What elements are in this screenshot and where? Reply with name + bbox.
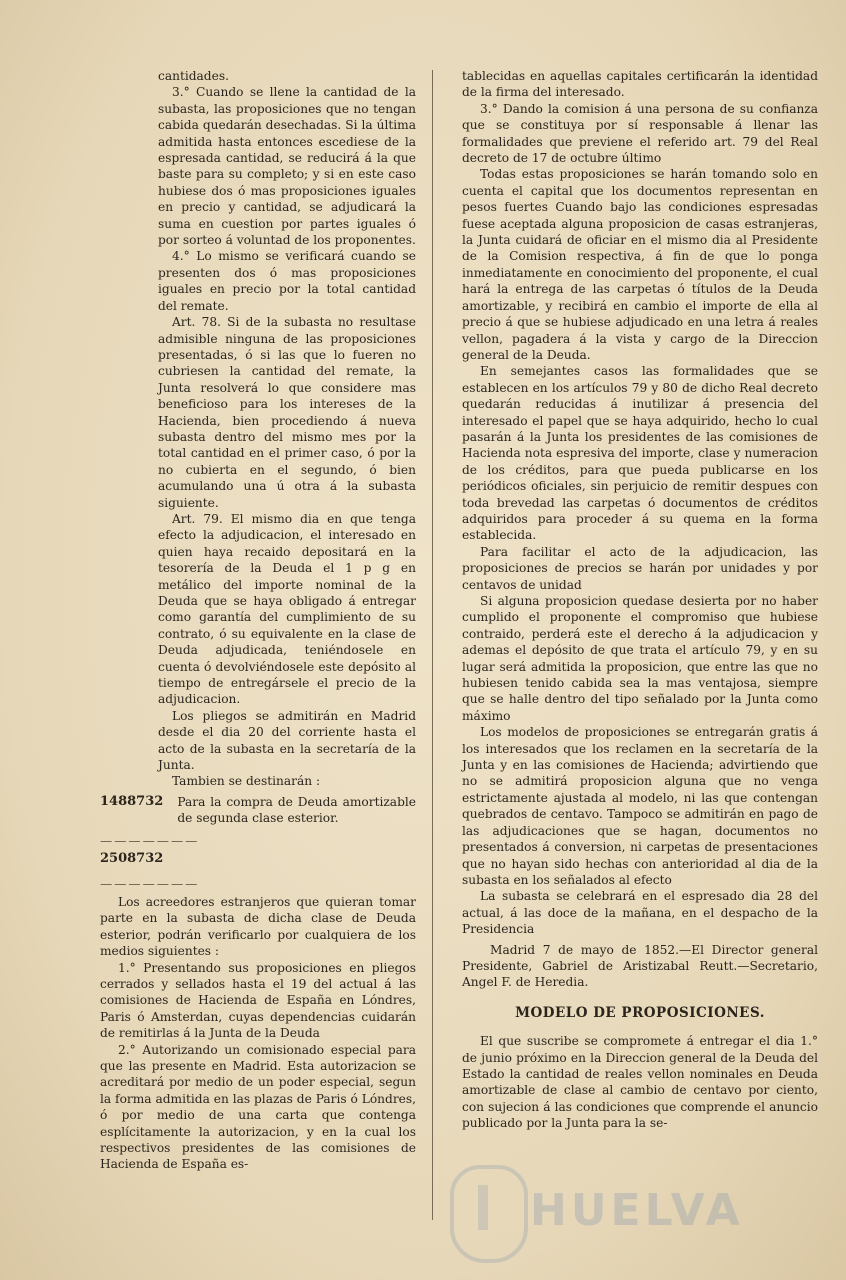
amount-value: 1488732 [100,793,164,809]
left-paragraph: 1.° Presentando sus proposiciones en pliegos cerrados y sellados hasta el 19 del actual á las comisiones de Hacienda de España en Lóndres, Paris ó Amsterdan, cuyas dependencias cuidarán de remitirlas á la Junta de la Deuda [100,960,416,1041]
watermark: HUELVA [530,1185,744,1236]
left-upper-block [100,68,416,790]
left-paragraph: Los pliegos se admitirán en Madrid desde el dia 20 del corriente hasta el acto de la subasta en la secretaría de la Junta. [158,708,416,773]
amount-label: Para la compra de Deuda amortizable de segunda clase esterior. [177,794,416,826]
column-rule [432,70,433,1220]
right-paragraph: Para facilitar el acto de la adjudicacion, las proposiciones de precios se harán por unidades y por centavos de unidad [462,544,818,592]
article-79: Art. 79. El mismo dia en que tenga efecto la adjudicacion, el interesado en quien haya recaido depositará en la tesorería de la Deuda el 1 p g en metálico del importe nominal de la Deuda que se haya obligado á entregar como garantía del cumplimiento de su contrato, ó su equivalente en la clase de Deuda adjudicada, teniéndosele en cuenta ó devolviéndosele este depósito al tiempo de entregársele el precio de la adjudicacion. [158,511,416,707]
left-paragraph: cantidades. [158,69,229,83]
left-paragraph: Tambien se destinarán : [172,774,321,789]
divider: ——————— [100,876,200,891]
right-paragraph: 3.° Dando la comision á una persona de su confianza que se constituya por sí responsable á llenar las formalidades que previene el referido art. 79 del Real decreto de 17 de octubre último [462,101,818,166]
signature-line: Madrid 7 de mayo de 1852.—El Director general Presidente, Gabriel de Aristizabal Reutt.—Secretario, Angel F. de Heredia. [462,942,818,990]
right-column [462,68,818,1132]
left-paragraph: 2.° Autorizando un comisionado especial para que las presente en Madrid. Esta autorizacion se acreditará por medio de un poder especial, segun la forma admitida en las plazas de Paris ó Lóndres, ó por medio de una carta que contenga esplícitamente la autorizacion, y en la cual los respectivos presidentes de las comisiones de Hacienda de España es- [100,1042,416,1172]
left-paragraph: 3.° Cuando se llene la cantidad de la subasta, las proposiciones que no tengan cabida quedarán desechadas. Si la última admitida hasta entonces escediese de la espresada cantidad, se reducirá á la que baste para su completo; y si en este caso hubiese dos ó mas proposiciones iguales en precio y cantidad, se adjudicará la suma en cuestion por partes iguales ó por sorteo á voluntad de los proponentes. [158,85,416,248]
anchor-icon [478,1185,488,1230]
right-paragraph: tablecidas en aquellas capitales certificarán la identidad de la firma del interesado. [462,69,818,100]
right-paragraph: Los modelos de proposiciones se entregarán gratis á los interesados que los reclamen en la secretaría de la Junta y en las comisiones de Hacienda; advirtiendo que no se admitirá proposicion alguna que no venga estrictamente ajustada al modelo, ni las que contengan quebrados de centavo. Tampoco se admitirán en pago de las adjudicaciones que se hagan, documentos no presentados á conversion, ni carpetas de presentaciones que no hayan sido hechas con anterioridad al dia de la subasta en los señalados al efecto [462,725,818,887]
section-heading: MODELO DE PROPOSICIONES. [515,1004,765,1021]
left-paragraph: 4.° Lo mismo se verificará cuando se presenten dos ó mas proposiciones iguales en precio por la total cantidad del remate. [158,249,416,313]
right-paragraph: En semejantes casos las formalidades que se establecen en los artículos 79 y 80 de dicho Real decreto quedarán reducidas á inutilizar á presencia del interesado el papel que se haya adquirido, hecho lo cual pasarán á la Junta los presidentes de las comisiones de Hacienda nota espresiva del importe, clase y numeracion de los créditos, para que pueda publicarse en los periódicos oficiales, sin perjuicio de remitir despues con toda brevedad las carpetas ó documentos de créditos adquiridos para proceder á su quema en la forma establecida. [462,364,818,543]
total-amount: 2508732 [100,851,164,867]
right-paragraph: La subasta se celebrará en el espresado dia 28 del actual, á las doce de la mañana, en el despacho de la Presidencia [462,889,818,937]
left-paragraph: Los acreedores estranjeros que quieran tomar parte en la subasta de dicha clase de Deuda esterior, podrán verificarlo por cualquiera de los medios siguientes : [100,894,416,959]
right-paragraph: Todas estas proposiciones se harán tomando solo en cuenta el capital que los documentos representan en pesos fuertes Cuando bajo las condiciones espresadas fuese aceptada alguna proposicion de casas estranjeras, la Junta cuidará de oficiar en el mismo dia al Presidente de la Comision respectiva, á fin de que lo ponga inmediatamente en conocimiento del proponente, el cual hará la entrega de las carpetas ó títulos de la Deuda amortizable, y recibirá en cambio el importe de ella al precio á que se hubiese adjudicado en una letra á reales vellon, pagadera á la vista y cargo de la Direccion general de la Deuda. [462,167,818,362]
left-column [100,68,416,1173]
right-paragraph: El que suscribe se compromete á entregar el dia 1.° de junio próximo en la Direccion general de la Deuda del Estado la cantidad de reales vellon nominales en Deuda amortizable de clase al cambio de centavo por ciento, con sujecion á las condiciones que comprende el anuncio publicado por la Junta para la se- [462,1034,818,1131]
article-78: Art. 78. Si de la subasta no resultase admisible ninguna de las proposiciones presentadas, ó si las que lo fueren no cubriesen la cantidad del remate, la Junta resolverá lo que considere mas beneficioso para los intereses de la Hacienda, bien procediendo á nueva subasta dentro del mismo mes por la total cantidad en el primer caso, ó por la no cubierta en el segundo, ó bien acumulando una ú otra á la subasta siguiente. [158,315,416,510]
library-seal-icon [450,1165,528,1263]
amount-row [100,794,416,827]
divider: ——————— [100,833,200,848]
right-paragraph: Si alguna proposicion quedase desierta por no haber cumplido el proponente el compromiso que hubiese contraido, perderá este el derecho á la adjudicacion y ademas el depósito de que trata el artículo 79, y en su lugar será admitida la proposicion, que entre las que no hubiesen tenido cabida sea la mas ventajosa, siempre que se halle dentro del tipo señalado por la Junta como máximo [462,594,818,723]
